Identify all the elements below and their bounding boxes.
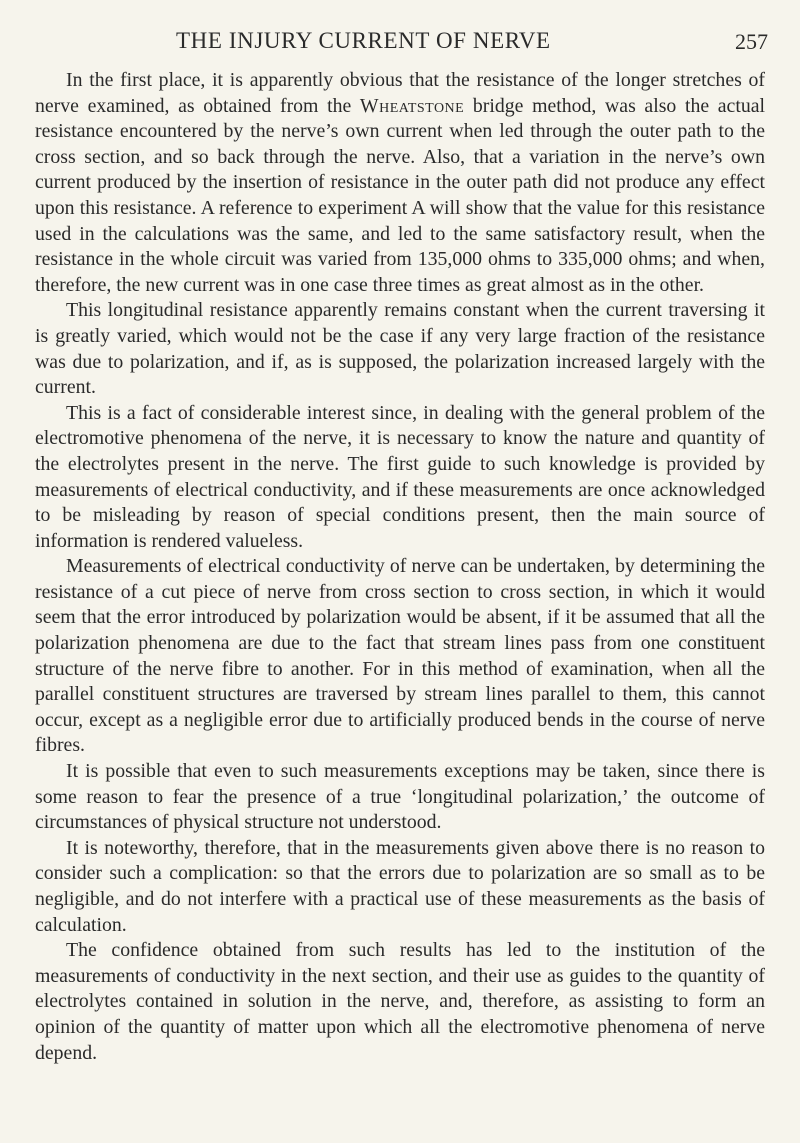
paragraph-4: Measurements of electrical conductivity of nerve can be undertaken, by determining the resistance of a cut piece of nerve from cross section to cross section, in which it would seem that the error introduced by polarization would be absent, if it be assumed that all the polarization phenomena are due to the fact that stream lines pass from one constituent structure of the nerve fibre to another. For in this method of examination, when all the parallel constituent structures are traversed by stream lines parallel to them, this cannot occur, except as a negligible error due to artificially produced bends in the course of nerve fibres. (35, 555, 765, 757)
paragraph-1-before: In the first place, it is apparently obvious that the resistance of the longer stretches of nerve examined, as obtained from the (35, 69, 765, 117)
body-text (35, 68, 765, 1066)
running-head (0, 24, 800, 58)
paragraph-2: This longitudinal resistance apparently remains constant when the current traversing it is greatly varied, which would not be the case if any very large fraction of the resistance was due to polarization, and if, as is supposed, the polarization increased largely with the current. (35, 299, 765, 399)
paragraph-1 (35, 68, 765, 298)
page-number: 257 (735, 29, 768, 54)
paragraph-3: This is a fact of considerable interest since, in dealing with the general problem of the electromotive phenomena of the nerve, it is necessary to know the nature and quantity of the electrolytes present in the nerve. The first guide to such knowledge is provided by measurements of electrical conductivity, and if these measurements are once acknowledged to be misleading by reason of special conditions present, then the main source of information is rendered valueless. (35, 401, 765, 552)
paragraph-7: The confidence obtained from such results has led to the institution of the measurements of conductivity in the next section, and their use as guides to the quantity of electrolytes contained in solution in the nerve, and, therefore, as assisting to form an opinion of the quantity of matter upon which all the electromotive phenomena of nerve depend. (35, 939, 765, 1064)
paragraph-5: It is possible that even to such measurements exceptions may be taken, since there is some reason to fear the presence of a true ‘longitudinal polarization,’ the outcome of circumstances of physical structure not understood. (35, 760, 765, 834)
paragraph-6: It is noteworthy, therefore, that in the measurements given above there is no reason to consider such a complication: so that the errors due to polarization are so small as to be negligible, and do not interfere with a practical use of these measurements as the basis of calculation. (35, 836, 765, 936)
wheatstone-name: Wheatstone (359, 94, 465, 117)
paragraph-1-after: bridge method, was also the actual resistance encountered by the nerve’s own current when led through the outer path to the cross section, and so back through the nerve. Also, that a variation in the nerve’s own current produced by the insertion of resistance in the outer path did not produce any effect upon this resistance. A reference to experiment A will show that the value for this resistance used in the calculations was the same, and led to the same satisfactory result, when the resistance in the whole circuit was varied from 135,000 ohms to 335,000 ohms; and when, therefore, the new current was in one case three times as great almost as in the other. (35, 94, 765, 296)
running-title: THE INJURY CURRENT OF NERVE (176, 28, 551, 53)
